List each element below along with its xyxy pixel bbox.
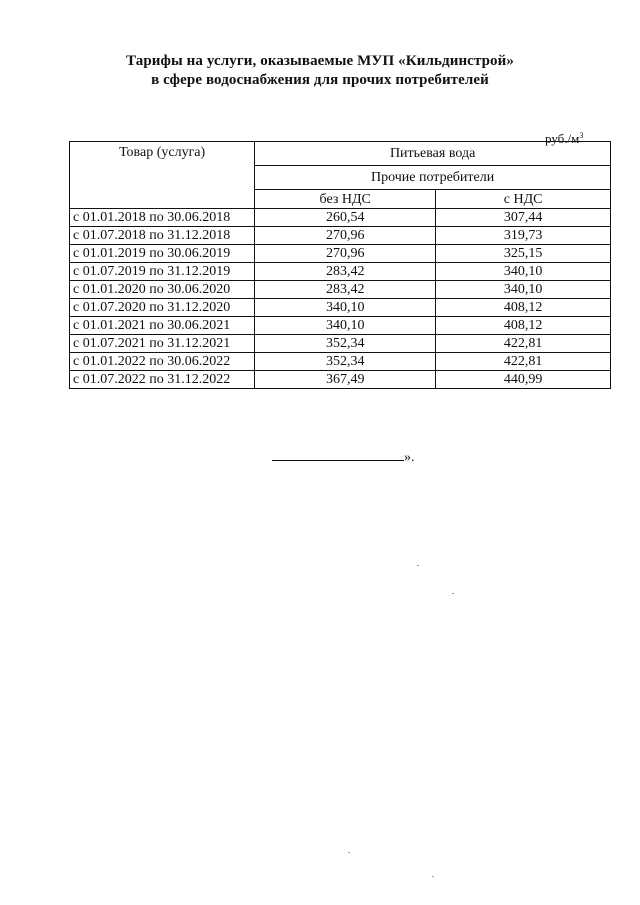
price-without-vat-cell: 283,42 [255, 263, 436, 281]
price-without-vat-cell: 270,96 [255, 227, 436, 245]
document-title-line-1: Тарифы на услуги, оказываемые МУП «Кильдинстрой» [126, 53, 514, 69]
header-with-vat: с НДС [436, 190, 611, 209]
period-cell: с 01.01.2022 по 30.06.2022 [70, 353, 255, 371]
price-without-vat-cell: 352,34 [255, 353, 436, 371]
scan-speck [452, 593, 454, 594]
scan-speck [417, 565, 419, 566]
period-cell: с 01.07.2022 по 31.12.2022 [70, 371, 255, 389]
document-title-line-2: в сфере водоснабжения для прочих потребителей [151, 72, 489, 88]
unit-superscript: 3 [579, 131, 584, 140]
price-without-vat-cell: 283,42 [255, 281, 436, 299]
header-service: Питьевая вода [255, 142, 611, 166]
period-cell: с 01.01.2020 по 30.06.2020 [70, 281, 255, 299]
period-cell: с 01.07.2021 по 31.12.2021 [70, 335, 255, 353]
price-without-vat-cell: 352,34 [255, 335, 436, 353]
price-with-vat-cell: 307,44 [436, 209, 611, 227]
price-with-vat-cell: 422,81 [436, 335, 611, 353]
header-consumer-group: Прочие потребители [255, 166, 611, 190]
period-cell: с 01.01.2021 по 30.06.2021 [70, 317, 255, 335]
price-with-vat-cell: 422,81 [436, 353, 611, 371]
unit-text: руб./м [545, 131, 580, 146]
tariff-table [69, 141, 611, 389]
table-row [70, 263, 611, 281]
document-title [0, 52, 640, 90]
scan-speck [348, 852, 350, 853]
period-cell: с 01.07.2018 по 31.12.2018 [70, 227, 255, 245]
table-row [70, 281, 611, 299]
table-row [70, 227, 611, 245]
price-with-vat-cell: 340,10 [436, 263, 611, 281]
price-with-vat-cell: 408,12 [436, 317, 611, 335]
price-without-vat-cell: 340,10 [255, 299, 436, 317]
price-with-vat-cell: 319,73 [436, 227, 611, 245]
price-without-vat-cell: 260,54 [255, 209, 436, 227]
period-cell: с 01.01.2019 по 30.06.2019 [70, 245, 255, 263]
price-with-vat-cell: 325,15 [436, 245, 611, 263]
table-row [70, 299, 611, 317]
blank-underline [272, 450, 404, 461]
closing-quote: ». [404, 450, 415, 465]
period-cell: с 01.07.2020 по 31.12.2020 [70, 299, 255, 317]
table-row [70, 353, 611, 371]
price-with-vat-cell: 408,12 [436, 299, 611, 317]
table-row [70, 245, 611, 263]
scan-speck [432, 876, 434, 877]
table-row [70, 371, 611, 389]
price-without-vat-cell: 367,49 [255, 371, 436, 389]
price-with-vat-cell: 440,99 [436, 371, 611, 389]
price-without-vat-cell: 270,96 [255, 245, 436, 263]
header-without-vat: без НДС [255, 190, 436, 209]
period-cell: с 01.07.2019 по 31.12.2019 [70, 263, 255, 281]
table-row [70, 317, 611, 335]
table-header-row-1 [70, 142, 611, 166]
price-with-vat-cell: 340,10 [436, 281, 611, 299]
period-cell: с 01.01.2018 по 30.06.2018 [70, 209, 255, 227]
header-product: Товар (услуга) [70, 142, 255, 209]
price-without-vat-cell: 340,10 [255, 317, 436, 335]
closing-signature-line [272, 450, 415, 466]
table-row [70, 209, 611, 227]
table-row [70, 335, 611, 353]
